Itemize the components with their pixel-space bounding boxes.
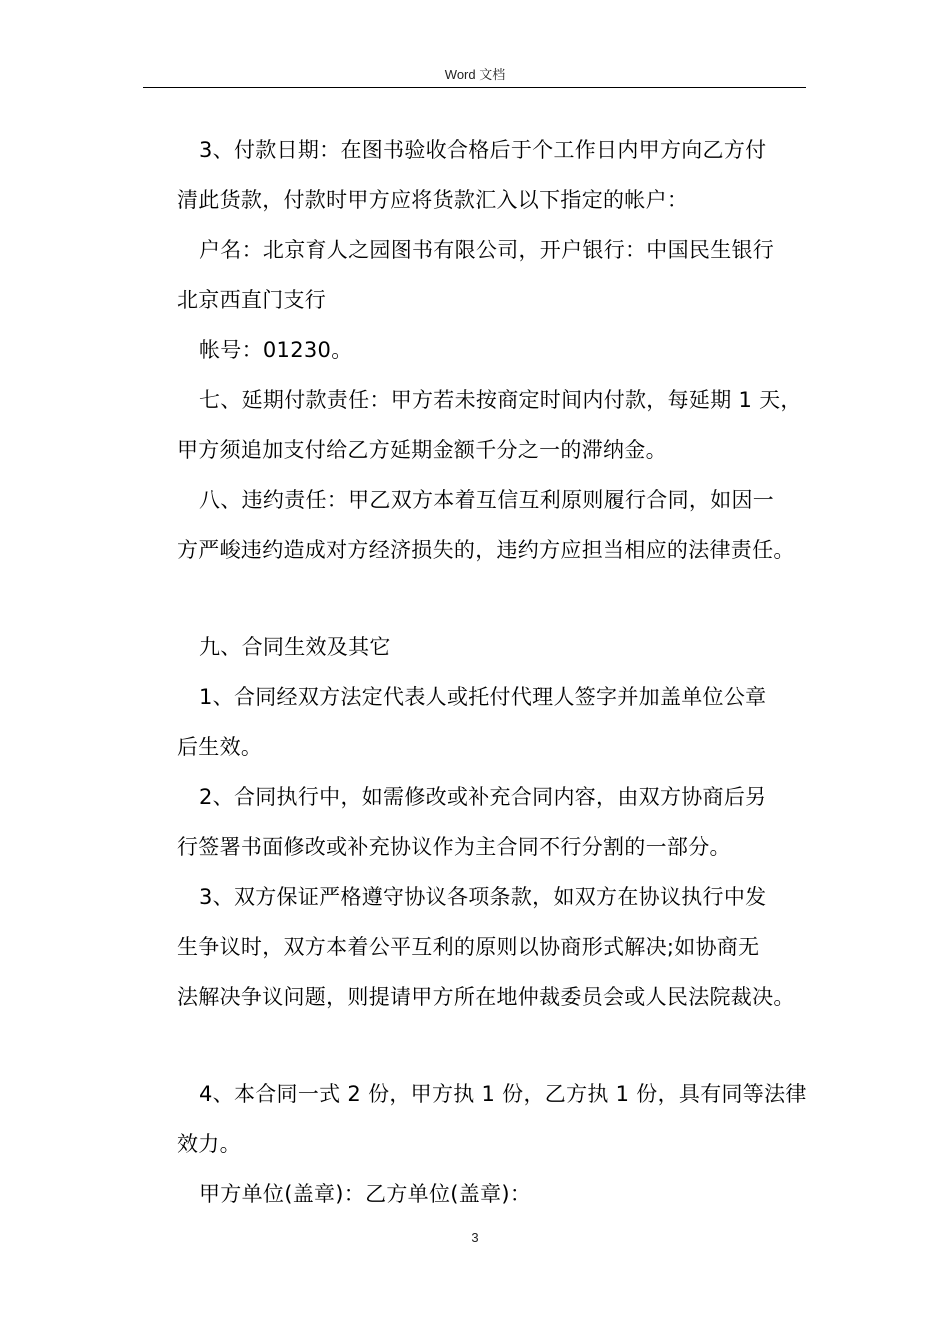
page-number: 3 (471, 1230, 479, 1245)
body-line: 3、双方保证严格遵守协议各项条款，如双方在协议执行中发 (199, 885, 767, 909)
body-line: 2、合同执行中，如需修改或补充合同内容，由双方协商后另 (199, 785, 767, 809)
body-line: 效力。 (177, 1132, 241, 1156)
body-line: 法解决争议问题，则提请甲方所在地仲裁委员会或人民法院裁决。 (177, 985, 795, 1009)
body-line: 八、违约责任：甲乙双方本着互信互利原则履行合同，如因一 (199, 488, 775, 512)
body-line: 方严峻违约造成对方经济损失的，违约方应担当相应的法律责任。 (177, 538, 795, 562)
section-heading: 九、合同生效及其它 (199, 635, 391, 659)
body-line: 甲方须追加支付给乙方延期金额千分之一的滞纳金。 (177, 438, 667, 462)
body-line: 北京西直门支行 (177, 288, 327, 312)
signature-line: 甲方单位(盖章)：乙方单位(盖章)： (199, 1182, 532, 1206)
body-line: 清此货款，付款时甲方应将货款汇入以下指定的帐户： (177, 188, 689, 212)
body-line: 户名：北京育人之园图书有限公司，开户银行：中国民生银行 (199, 238, 775, 262)
body-line: 行签署书面修改或补充协议作为主合同不行分割的一部分。 (177, 835, 731, 859)
body-line: 4、本合同一式 2 份，甲方执 1 份，乙方执 1 份，具有同等法律 (199, 1082, 807, 1106)
body-line: 1、合同经双方法定代表人或托付代理人签字并加盖单位公章 (199, 685, 767, 709)
header-divider (143, 87, 806, 88)
body-line: 七、延期付款责任：甲方若未按商定时间内付款，每延期 1 天， (199, 388, 802, 412)
body-line: 3、付款日期：在图书验收合格后于个工作日内甲方向乙方付 (199, 138, 767, 162)
page-header-title: Word 文档 (444, 67, 506, 82)
body-line: 后生效。 (177, 735, 263, 759)
body-line: 帐号：01230。 (199, 338, 353, 362)
body-line: 生争议时，双方本着公平互利的原则以协商形式解决;如协商无 (177, 935, 760, 959)
